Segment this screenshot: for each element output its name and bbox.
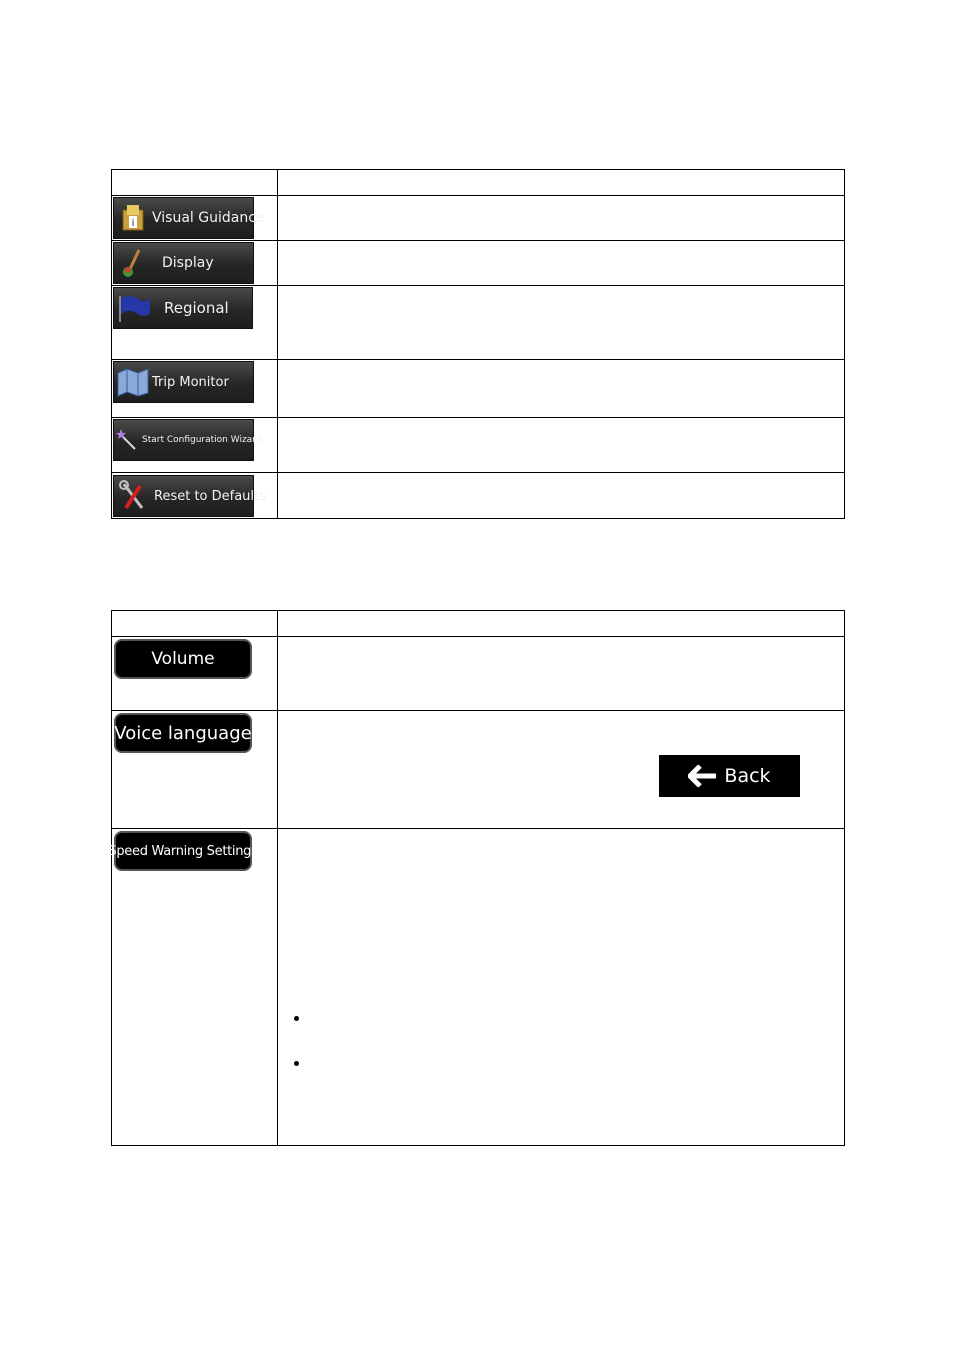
voice-language-button[interactable] — [114, 713, 252, 753]
back-label: Back — [724, 765, 771, 787]
info-book-icon — [114, 199, 152, 237]
table-row — [112, 359, 844, 418]
table-header-row — [112, 170, 844, 196]
button-label: Visual Guidance — [152, 210, 265, 226]
button-label: Speed Warning Settings — [108, 843, 258, 859]
settings-table — [111, 169, 845, 519]
table-row — [108, 828, 844, 1145]
button-label: Regional — [164, 299, 229, 317]
button-label: Start Configuration Wizard — [142, 435, 262, 445]
button-label: Display — [162, 255, 214, 271]
button-label: Trip Monitor — [152, 374, 229, 390]
sound-settings-table — [108, 610, 845, 1146]
button-label: Voice language — [114, 722, 252, 744]
magic-wand-icon — [114, 421, 142, 459]
table-row — [112, 472, 844, 518]
table-row — [112, 417, 844, 473]
tools-icon — [114, 477, 152, 515]
display-button[interactable] — [113, 242, 254, 284]
back-arrow-icon — [688, 765, 718, 787]
speed-warning-settings-button[interactable] — [108, 831, 258, 871]
back-button[interactable] — [659, 755, 800, 797]
table-row — [112, 710, 844, 829]
bullet-point — [294, 1061, 299, 1066]
regional-button[interactable] — [113, 287, 253, 329]
button-label: Volume — [151, 649, 215, 669]
table-row — [112, 285, 844, 360]
table-row — [112, 240, 844, 286]
trip-monitor-button[interactable] — [113, 361, 254, 403]
table-row — [112, 636, 844, 711]
map-icon — [114, 363, 152, 401]
paintbrush-icon — [114, 244, 152, 282]
svg-text:i: i — [131, 218, 135, 229]
start-configuration-wizard-button[interactable] — [113, 419, 262, 461]
table-row — [112, 195, 844, 241]
visual-guidance-button[interactable] — [113, 197, 265, 239]
flag-icon — [114, 289, 152, 327]
table-header-row — [112, 611, 844, 637]
reset-to-defaults-button[interactable] — [113, 475, 266, 517]
volume-button[interactable] — [114, 639, 252, 679]
button-label: Reset to Defaults — [154, 488, 266, 504]
bullet-point — [294, 1016, 299, 1021]
